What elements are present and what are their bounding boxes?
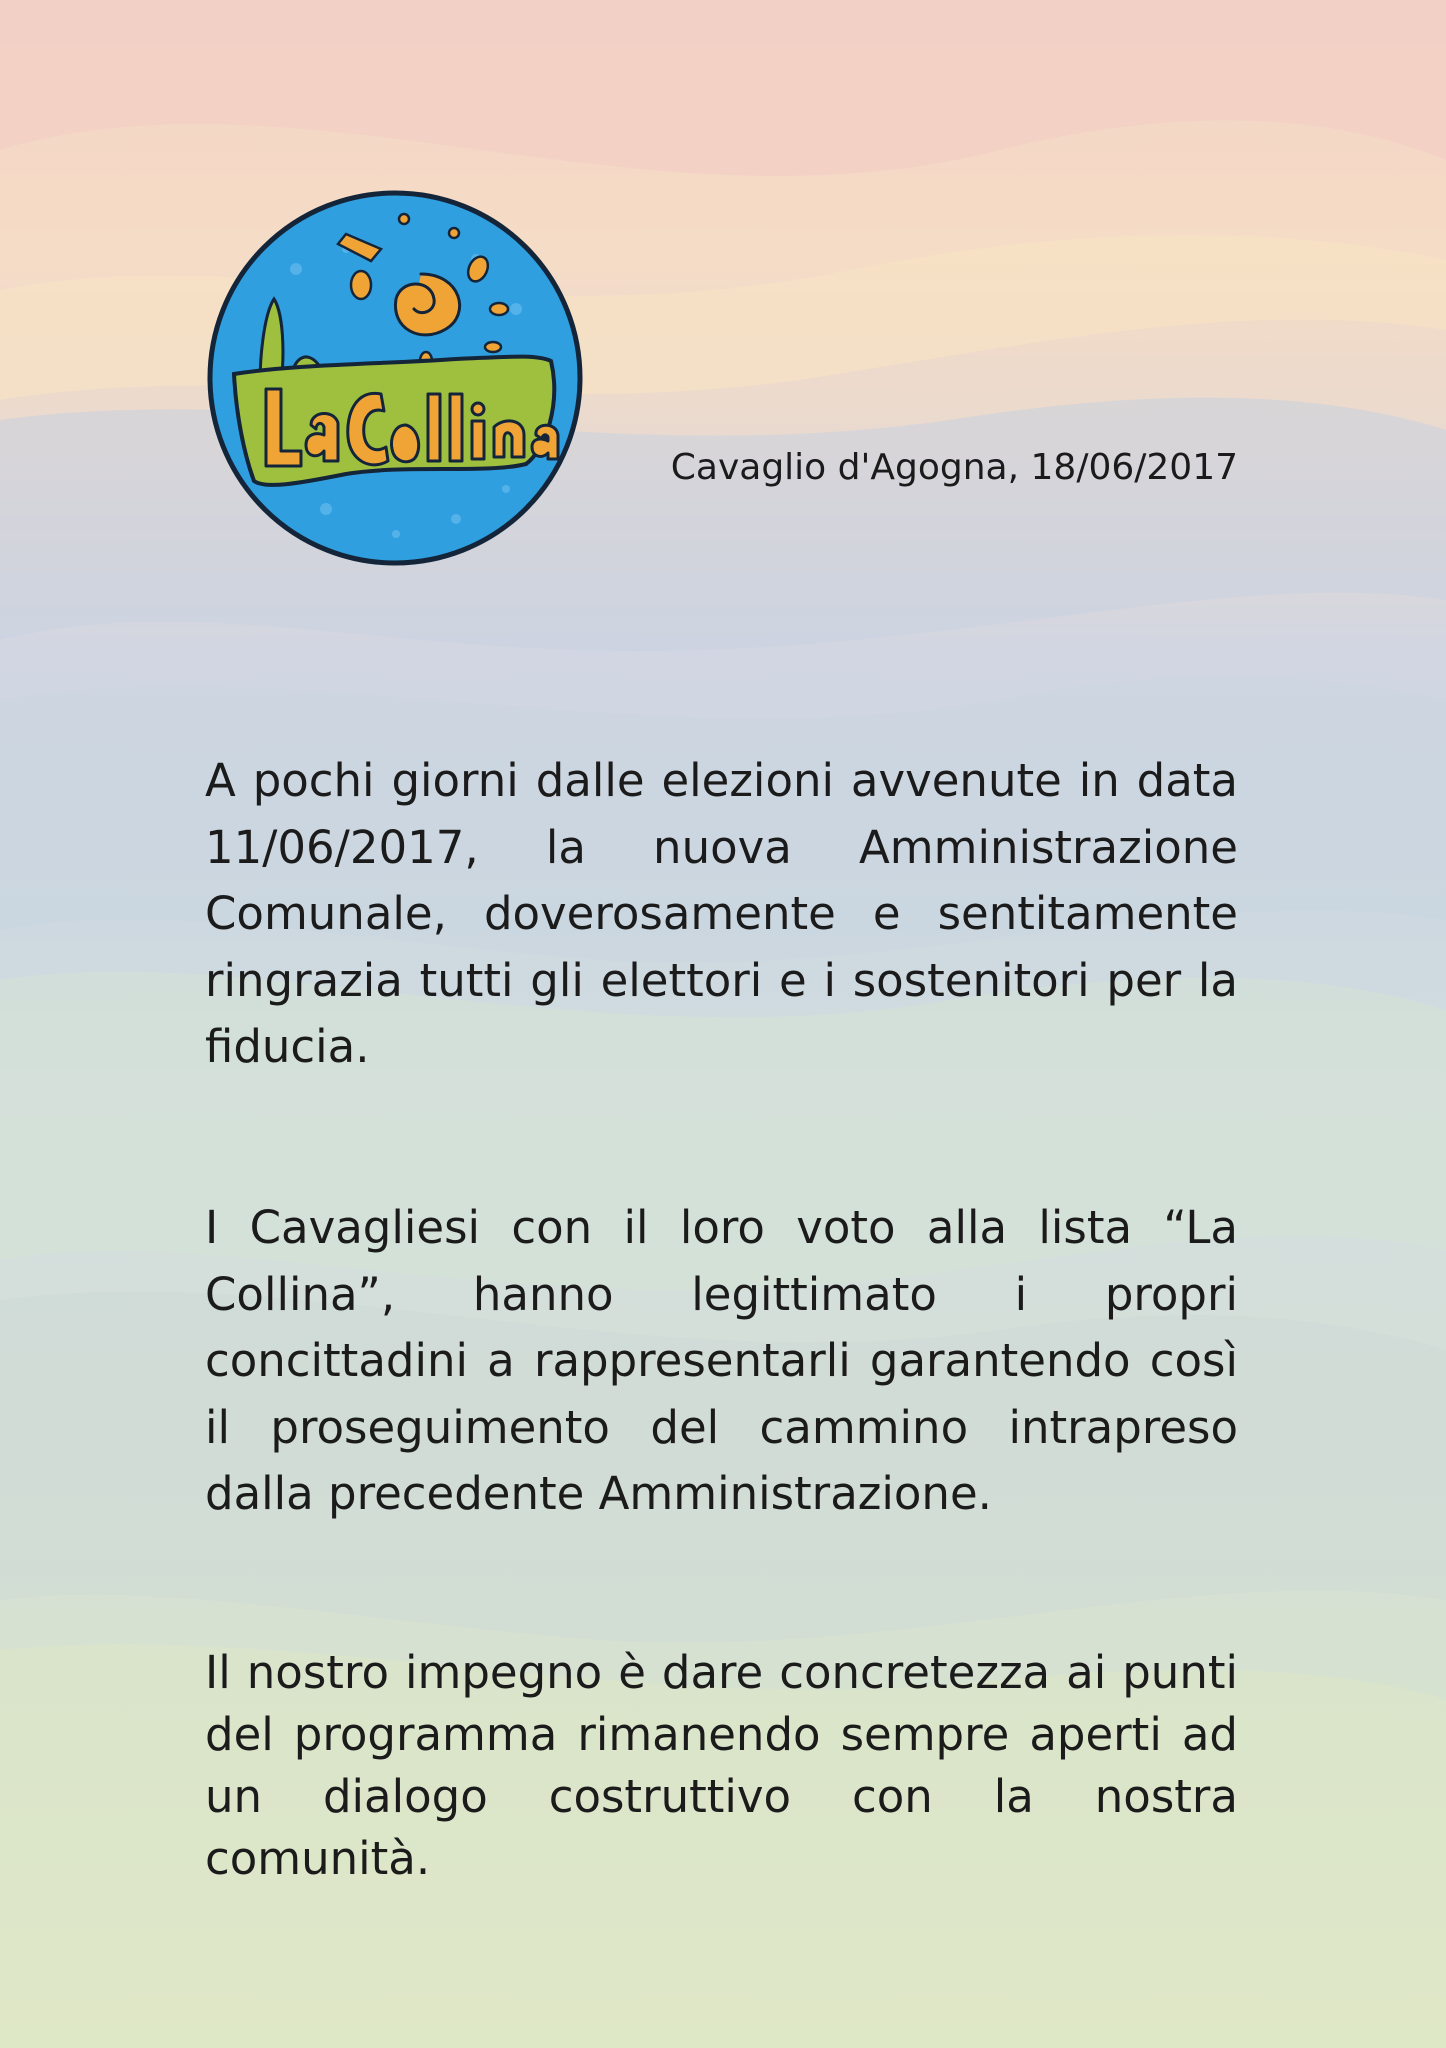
logo-emblem <box>206 189 584 567</box>
la-collina-logo <box>206 189 584 567</box>
paragraph-thanks: A pochi giorni dalle elezioni avvenute in data 11/06/2017, la nuova Amministrazione Comunale, doverosamente e sentitamente ringrazia tutti gli elettori e i sostenitori per la fiducia. <box>205 754 1238 1073</box>
date-line: Cavaglio d'Agogna, 18/06/2017 <box>670 447 1238 488</box>
paragraph-commitment: Il nostro impegno è dare concretezza ai punti del programma rimanendo sempre aperti ad un dialogo costruttivo con la nostra comunità. <box>205 1646 1238 1885</box>
paragraph-vote: I Cavagliesi con il loro voto alla lista “La Collina”, hanno legittimato i propri concittadini a rappresentarli garantendo così il proseguimento del cammino intrapreso dalla precedente Amministrazione. <box>205 1201 1238 1520</box>
